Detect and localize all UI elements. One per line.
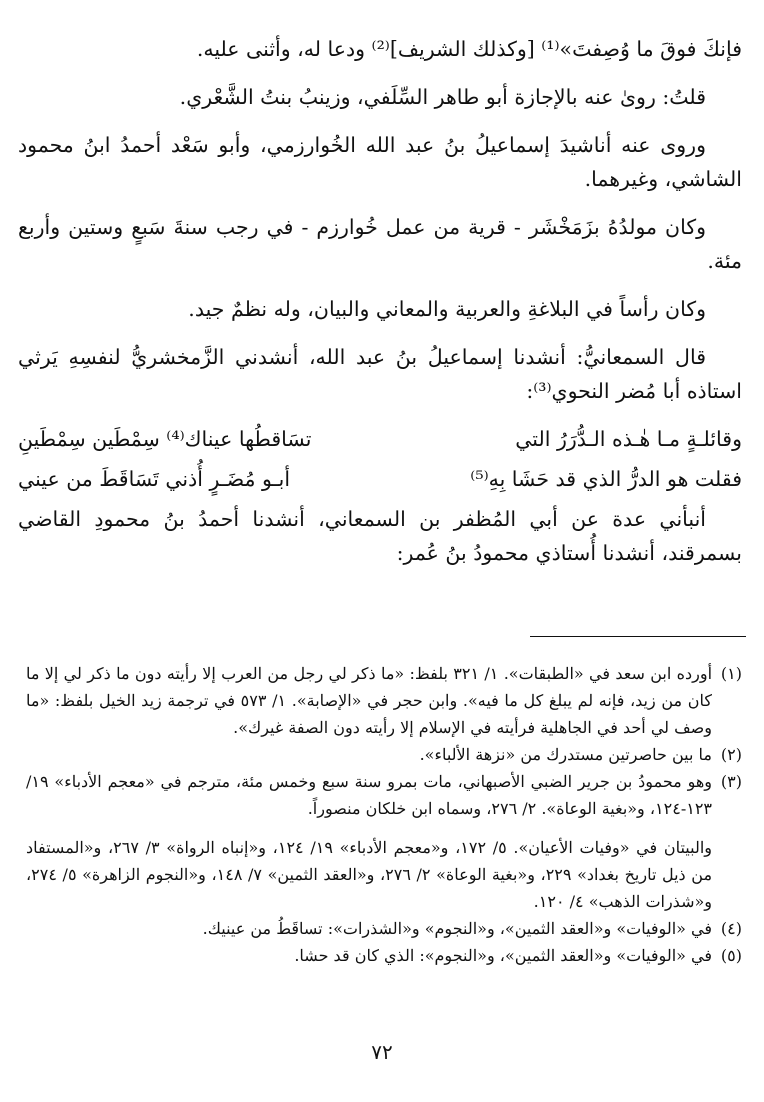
paragraph-2: قلتُ: روىٰ عنه بالإجازة أبو طاهر السِّلَفي، وزينبُ بنتُ الشَّعْري. [179,85,706,109]
verse-1-first-hemistich: وقائلـةٍ مـا هٰـذه الـدُّرَرُ التي [515,427,742,451]
footnotes [26,660,742,969]
paragraph-3: وروى عنه أناشيدَ إسماعيلُ بنُ عبد الله الخُوارزمي، وأبو سَعْد أحمدُ ابنُ محمود الشاشي، وغيرهما. [18,133,742,191]
footnote-2 [26,741,742,768]
footnote-number: (٢) [720,745,742,764]
closing-paragraph: أنبأني عدة عن أبي المُظفر بن السمعاني، أنشدنا أحمدُ بنُ محمودِ القاضي بسمرقند، أنشدنا أُستاذي محمودُ بنُ عُمر: [18,507,742,565]
verse-2-second-hemistich: أبـو مُضَـرٍ أُذني تَسَاقَطَ من عيني [18,467,291,491]
verse-line-2 [18,462,742,496]
footnote-text: في «الوفيات» و«العقد الثمين»، و«النجوم» و«الشذرات»: تساقَطُ من عينيك. [202,919,712,938]
paragraph-6: قال السمعانيُّ: أنشدنا إسماعيلُ بنُ عبد الله، أنشدني الزَّمخشريُّ لنفسِهِ يَرثي استاذه أبا مُضر النحوي⁽³⁾: [18,345,742,403]
footnote-number: (٣) [720,772,742,791]
footnote-text: والبيتان في «وفيات الأعيان». ٥/ ١٧٢، و«معجم الأدباء» ١٩/ ١٢٤، و«إنباه الرواة» ٣/ ٢٦٧، و«المستفاد من ذيل تاريخ بغداد» ٢٢٩، و«بغية الوعاة» ٢/ ٢٧٦، و«العقد الثمين» ٧/ ١٤٨، و«النجوم الزاهرة» ٥/ ٢٧٤، و«شذرات الذهب» ٤/ ١٢٠. [26,838,713,911]
footnote-number: (٥) [720,946,742,965]
paragraph-4: وكان مولدُهُ بزَمَخْشَر - قرية من عمل خُوارزم - في رجب سنةَ سَبعٍ وستين وأربع مئة. [18,215,742,273]
footnote-separator [530,636,746,637]
footnote-text: أورده ابن سعد في «الطبقات». ١/ ٣٢١ بلفظ: «ما ذكر لي رجل من العرب إلا رأيته دون ما ذكر لي إلا ما كان من زيد، فإنه لم يبلغ كل ما فيه». وابن حجر في «الإصابة». ١/ ٥٧٣ في ترجمة زيد الخيل بلفظ: «ما وصف لي أحد في الجاهلية فرأيته في الإسلام إلا رأيته دون الصفة غيرك». [26,664,713,737]
footnote-text: وهو محمودُ بن جرير الضبي الأصبهاني، مات بمرو سنة سبع وخمس مئة، مترجم في «معجم الأدباء» ١٩/ ١٢٣-١٢٤، و«بغية الوعاة». ٢/ ٢٧٦، وسماه ابن خلكان منصوراً. [26,772,712,818]
paragraph-1: فإنكَ فوقَ ما وُصِفتَ»⁽¹⁾ [وكذلك الشريف]⁽²⁾ ودعا له، وأثنى عليه. [196,37,742,61]
footnote-1 [26,660,742,741]
footnote-5 [26,942,742,969]
footnote-text: ما بين حاصرتين مستدرك من «نزهة الألباء». [419,745,712,764]
page-number: ٧٢ [371,1040,393,1064]
footnote-3 [26,768,742,822]
footnote-number: (٤) [720,919,742,938]
footnote-4 [26,915,742,942]
paragraph-5: وكان رأساً في البلاغةِ والعربية والمعاني والبيان، وله نظمٌ جيد. [188,297,706,321]
footnote-text: في «الوفيات» و«العقد الثمين»، و«النجوم»: الذي كان قد حشا. [294,946,712,965]
footnote-number: (١) [720,664,742,683]
verse-line-1 [18,422,742,456]
verse-1-second-hemistich: تسَاقطُها عيناك⁽⁴⁾ سِمْطَين سِمْطَينِ [18,427,312,451]
footnote-3-continuation [26,834,742,915]
main-text [18,32,742,584]
verse-2-first-hemistich: فقلت هو الدرُّ الذي قد حَشَا بِهِ⁽⁵⁾ [470,467,742,491]
